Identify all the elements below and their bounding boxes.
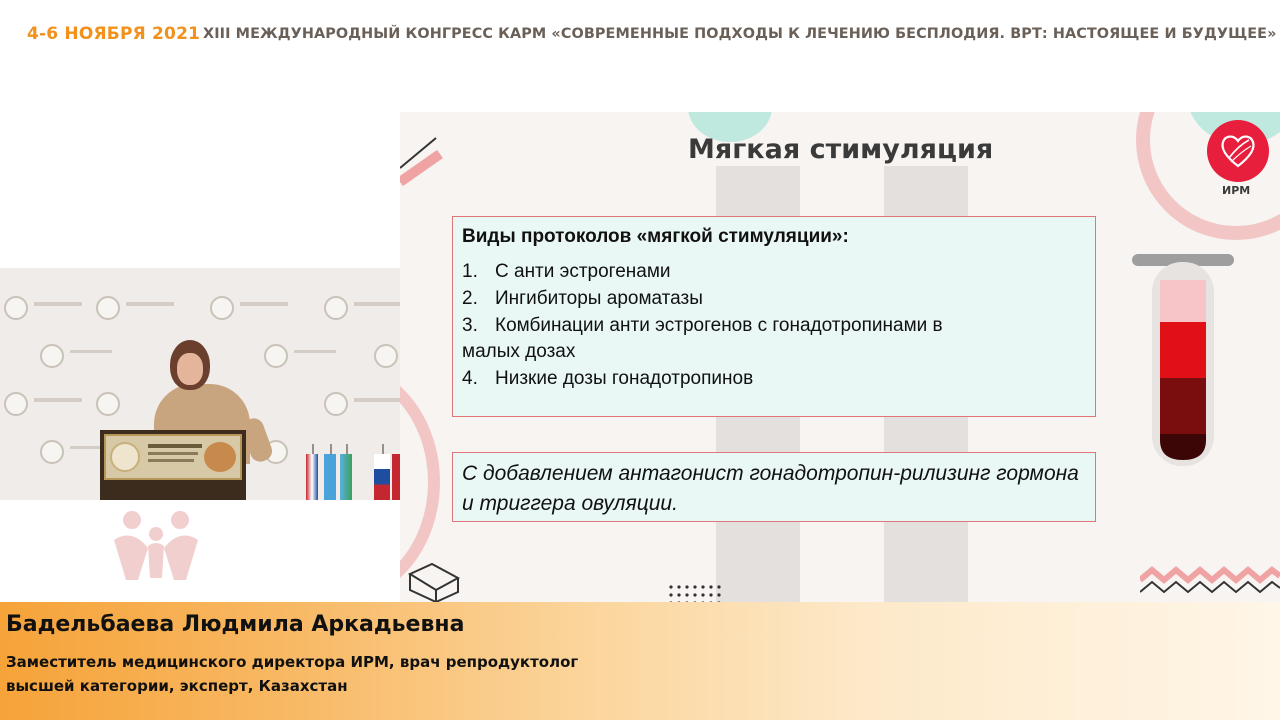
backdrop-logo-icon	[96, 296, 120, 320]
flag-icon	[306, 454, 318, 500]
list-text: Низкие дозы гонадотропинов	[495, 368, 754, 389]
irm-logo-icon	[1207, 120, 1269, 182]
speaker-face	[177, 353, 203, 385]
irm-heart-icon	[1207, 120, 1269, 182]
list-text: малых дозах	[462, 341, 576, 362]
backdrop-text	[34, 398, 82, 402]
backdrop-logo-icon	[324, 392, 348, 416]
podium-plate	[104, 434, 242, 480]
podium-text	[148, 444, 202, 448]
backdrop-logo-icon	[40, 344, 64, 368]
list-item-continuation	[462, 341, 575, 363]
backdrop-text	[70, 350, 112, 353]
list-item	[462, 261, 671, 283]
flag-icon	[392, 454, 400, 500]
decor-dots-icon	[668, 584, 724, 602]
presentation-slide	[400, 112, 1280, 602]
backdrop-text	[126, 302, 174, 306]
flag-icon	[374, 454, 390, 500]
list-number: 3.	[462, 315, 478, 336]
list-number: 2.	[462, 288, 478, 309]
backdrop-logo-icon	[324, 296, 348, 320]
backdrop-text	[240, 302, 288, 306]
backdrop-logo-icon	[264, 344, 288, 368]
note-box	[452, 452, 1096, 522]
congress-banner	[0, 0, 1280, 72]
list-number: 1.	[462, 261, 478, 282]
family-logo-icon	[108, 500, 204, 584]
podium-photo	[204, 442, 236, 472]
irm-logo-text: ИРМ	[1222, 184, 1251, 197]
backdrop-logo-icon	[40, 440, 64, 464]
speaker-video	[0, 268, 400, 500]
flag-icon	[340, 454, 352, 500]
list-text: С анти эстрогенами	[495, 261, 671, 282]
list-item	[462, 315, 943, 337]
speaker-lower-third	[0, 602, 1280, 720]
congress-date: 4-6 НОЯБРЯ 2021	[27, 24, 201, 44]
backdrop-text	[354, 398, 400, 402]
protocols-heading: Виды протоколов «мягкой стимуляции»:	[462, 226, 849, 247]
speaker-name: Бадельбаева Людмила Аркадьевна	[6, 612, 465, 637]
backdrop-logo-icon	[4, 296, 28, 320]
list-text: Комбинации анти эстрогенов с гонадотропинами в	[495, 315, 943, 336]
congress-title: XIII МЕЖДУНАРОДНЫЙ КОНГРЕСС КАРМ «СОВРЕМЕННЫЕ ПОДХОДЫ К ЛЕЧЕНИЮ БЕСПЛОДИЯ. ВРТ: НАСТОЯЩЕЕ И БУДУЩЕЕ»	[203, 26, 1277, 42]
backdrop-logo-icon	[210, 296, 234, 320]
backdrop-text	[294, 350, 336, 353]
backdrop-logo-icon	[374, 344, 398, 368]
decor-zigzag-icon	[1140, 564, 1280, 602]
backdrop-text	[34, 302, 82, 306]
backdrop-logo-icon	[4, 392, 28, 416]
decor-box-icon	[404, 560, 462, 602]
list-number: 4.	[462, 368, 478, 389]
slide-title: Мягкая стимуляция	[688, 134, 994, 165]
backdrop-text	[354, 302, 400, 306]
podium-text	[148, 459, 194, 462]
flag-icon	[324, 454, 336, 500]
list-item	[462, 368, 753, 390]
podium-emblem-icon	[110, 442, 140, 472]
list-item	[462, 288, 703, 310]
backdrop-logo-icon	[96, 392, 120, 416]
note-text: С добавлением антагонист гонадотропин-рилизинг гормона и триггера овуляции.	[462, 462, 1079, 515]
list-text: Ингибиторы ароматазы	[495, 288, 703, 309]
protocols-box	[452, 216, 1096, 417]
test-tube-icon	[1128, 250, 1240, 472]
podium-text	[148, 452, 198, 455]
speaker-position: Заместитель медицинского директора ИРМ, врач репродуктолог высшей категории, эксперт, Казахстан	[6, 653, 579, 695]
decor-stripe-icon	[400, 132, 444, 194]
